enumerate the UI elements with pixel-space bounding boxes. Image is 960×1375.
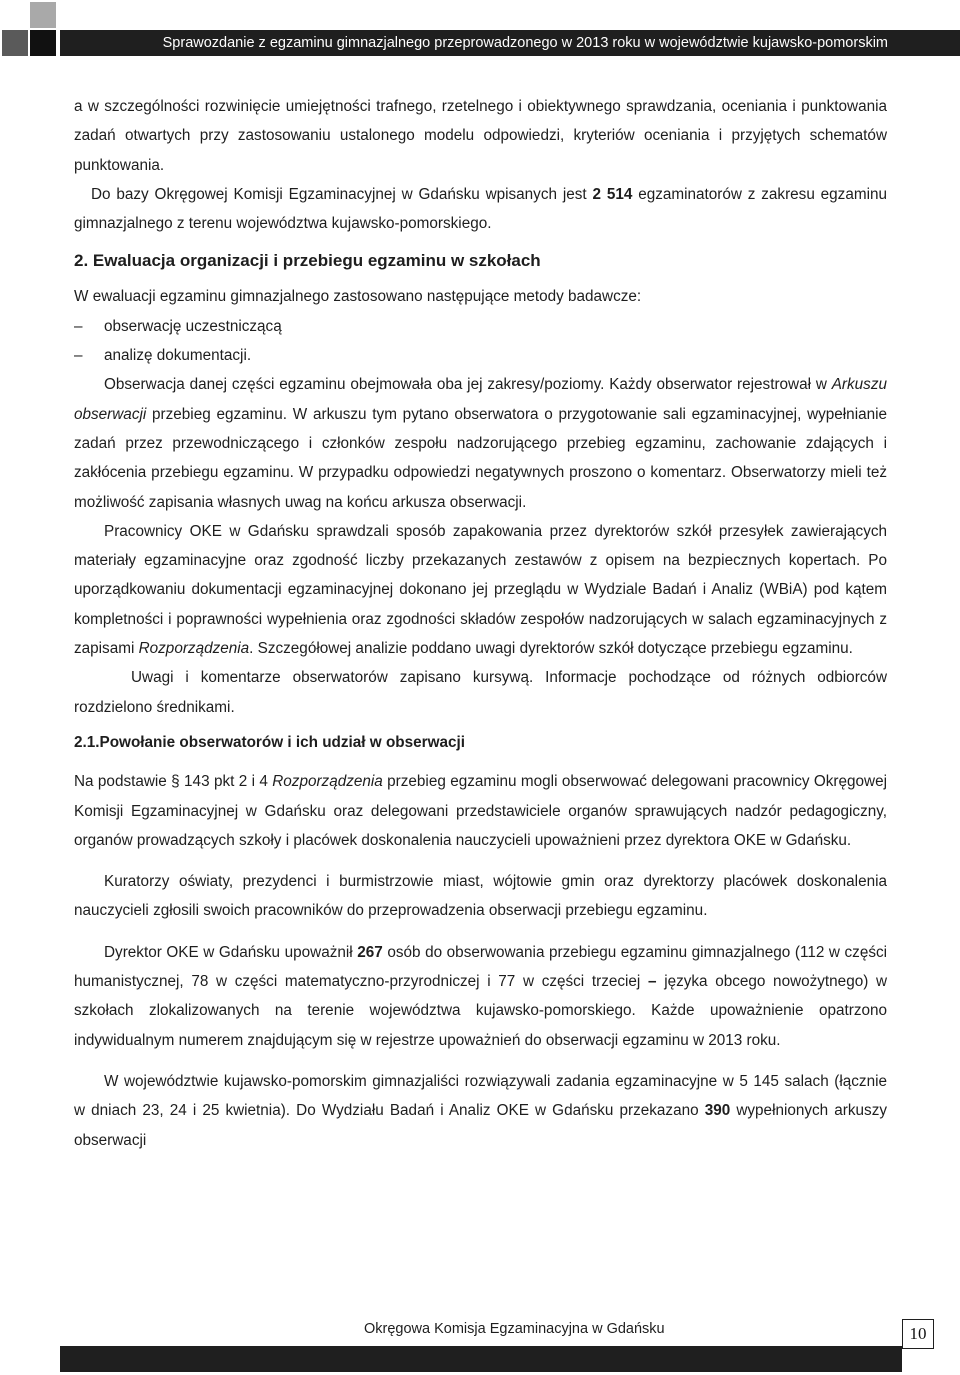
footer-band: [60, 1346, 902, 1372]
logo-square-bottom-left: [2, 30, 28, 56]
intro-paragraph-2: Do bazy Okręgowej Komisji Egzaminacyjnej w Gdańsku wpisanych jest 2 514 egzaminatorów z zakresu egzaminu gimnazjalnego z terenu województwa kujawsko-pomorskiego.: [74, 185, 887, 233]
section-2-heading: 2. Ewaluacja organizacji i przebiegu egzaminu w szkołach: [74, 251, 541, 271]
list-item: – obserwację uczestniczącą: [74, 312, 887, 341]
document-body: [74, 92, 887, 1155]
logo-square-bottom-right: [30, 30, 56, 56]
examiner-count: 2 514: [592, 185, 633, 203]
section-2-paragraph-2: Pracownicy OKE w Gdańsku sprawdzali sposób zapakowania przez dyrektorów szkół przesyłek zawierających materiały egzaminacyjne oraz zgodność liczby przekazanych zestawów z opisem na bezpiecznych kopertach. Po uporządkowaniu dokumentacji egzaminacyjnej dokonano jej przeglądu w Wydziale Badań i Analiz (WBiA) pod kątem kompletności i poprawności wypełnienia oraz zgodności składów zespołów nadzorujących w salach egzaminacyjnych z zapisami Rozporządzenia. Szczegółowej analizie poddano uwagi dyrektorów szkół dotyczące przebiegu egzaminu.: [74, 522, 887, 658]
page-number: 10: [902, 1319, 934, 1349]
methods-list: [74, 312, 887, 371]
header-title: Sprawozdanie z egzaminu gimnazjalnego przeprowadzonego w 2013 roku w województwie kujawsko-pomorskim: [162, 35, 888, 51]
section-2-1-heading: 2.1.Powołanie obserwatorów i ich udział w obserwacji: [74, 733, 466, 751]
section-2-paragraph-1: Obserwacja danej części egzaminu obejmowała oba jej zakresy/poziomy. Każdy obserwator rejestrował w Arkuszu obserwacji przebieg egzaminu. W arkuszu tym pytano obserwatora o przygotowanie sali egzaminacyjnej, wypełnianie zadań przez przewodniczącego i członków zespołu nadzorującego przebieg egzaminu, zachowanie zdających i zakłócenia przebiegu egzaminu. W przypadku odpowiedzi negatywnych proszono o komentarz. Obserwatorzy mieli też możliwość zapisania własnych uwag na końcu arkusza obserwacji.: [74, 376, 888, 511]
list-dash: –: [74, 317, 83, 335]
sheet-count: 390: [704, 1102, 731, 1120]
section-2-1-paragraph-4: W województwie kujawsko-pomorskim gimnazjaliści rozwiązywali zadania egzaminacyjne w 5 145 salach (łącznie w dniach 23, 24 i 25 kwietnia). Do Wydziału Badań i Analiz OKE w Gdańsku przekazano 390 wypełnionych arkuszy obserwacji: [74, 1072, 888, 1149]
header-band: [60, 30, 960, 56]
section-2-1-paragraph-1: Na podstawie § 143 pkt 2 i 4 Rozporządzenia przebieg egzaminu mogli obserwować delegowani pracownicy Okręgowej Komisji Egzaminacyjnej w Gdańsku oraz delegowani przedstawiciele organów sprawujących nadzór pedagogiczny, organów prowadzących szkoły i placówek doskonalenia nauczycieli upoważnieni przez dyrektora OKE w Gdańsku.: [74, 773, 887, 849]
logo-mark: [0, 0, 60, 60]
footer-organization: Okręgowa Komisja Egzaminacyjna w Gdańsku: [364, 1321, 665, 1337]
section-2-1-paragraph-2: Kuratorzy oświaty, prezydenci i burmistrzowie miast, wójtowie gmin oraz dyrektorzy placówek doskonalenia nauczycieli zgłosili swoich pracowników do przeprowadzenia obserwacji przebiegu egzaminu.: [74, 873, 887, 920]
list-item: – analizę dokumentacji.: [74, 341, 887, 370]
logo-square-top-right: [30, 2, 56, 28]
intro-paragraph-1: a w szczególności rozwinięcie umiejętności trafnego, rzetelnego i obiektywnego sprawdzania, oceniania i punktowania zadań otwartych przy zastosowaniu ustalonego modelu odpowiedzi, kryteriów oceniania i przyjętych schematów punktowania.: [74, 98, 887, 174]
list-dash: –: [74, 347, 83, 365]
section-2-paragraph-3: Uwagi i komentarze obserwatorów zapisano kursywą. Informacje pochodzące od różnych odbiorców rozdzielono średnikami.: [74, 669, 887, 716]
observer-count: 267: [357, 943, 383, 961]
section-2-1-paragraph-3: Dyrektor OKE w Gdańsku upoważnił 267 osób do obserwowania przebiegu egzaminu gimnazjalnego (112 w części humanistycznej, 78 w części matematyczno-przyrodniczej i 77 w części trzeciej – języka obcego nowożytnego) w szkołach zlokalizowanych na terenie województwa kujawsko-pomorskiego. Każde upoważnienie opatrzono indywidualnym numerem znajdującym się w rejestrze upoważnień do obserwacji egzaminu w 2013 roku.: [74, 943, 888, 1049]
methods-lead: W ewaluacji egzaminu gimnazjalnego zastosowano następujące metody badawcze:: [74, 288, 642, 306]
